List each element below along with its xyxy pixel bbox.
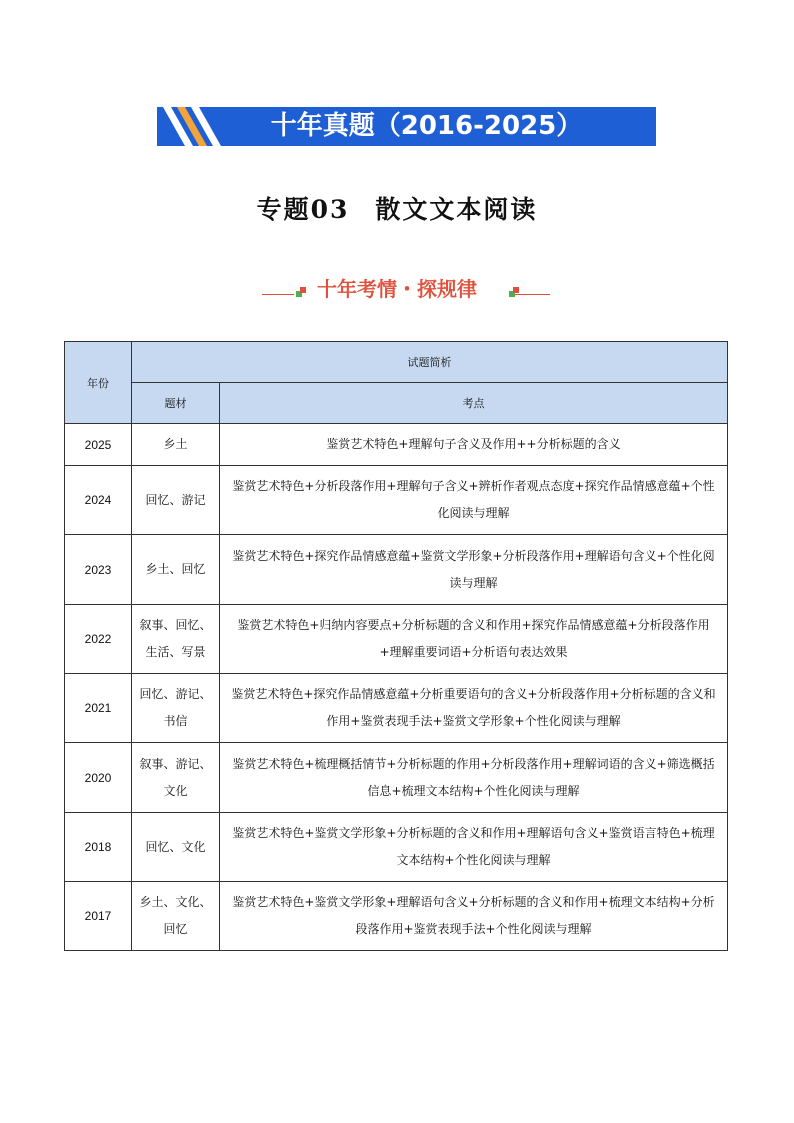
row-points: 鉴赏艺术特色+梳理概括情节+分析标题的作用+分析段落作用+理解词语的含义+筛选概括信息+梳理文本结构+个性化阅读与理解 [220, 743, 728, 813]
section-divider-right [515, 294, 550, 295]
row-year: 2024 [65, 466, 132, 535]
row-points: 鉴赏艺术特色+鉴赏文学形象+分析标题的含义和作用+理解语句含义+鉴赏语言特色+梳理文本结构+个性化阅读与理解 [220, 813, 728, 882]
header-year: 年份 [65, 342, 132, 424]
table-row [65, 535, 728, 605]
row-points: 鉴赏艺术特色+鉴赏文学形象+理解语句含义+分析标题的含义和作用+梳理文本结构+分析段落作用+鉴赏表现手法+个性化阅读与理解 [220, 882, 728, 951]
row-year: 2017 [65, 882, 132, 951]
row-theme: 乡土、回忆 [132, 535, 220, 605]
table-row [65, 674, 728, 743]
row-theme: 叙事、回忆、生活、写景 [132, 605, 220, 674]
header-analysis: 试题简析 [132, 342, 728, 383]
table-row [65, 813, 728, 882]
subject-number: 专题03 [256, 195, 350, 224]
subject-name: 散文文本阅读 [375, 195, 538, 224]
table-row [65, 605, 728, 674]
row-points: 鉴赏艺术特色+探究作品情感意蕴+鉴赏文学形象+分析段落作用+理解语句含义+个性化阅读与理解 [220, 535, 728, 605]
banner-title: 十年真题（2016-2025） [270, 111, 583, 141]
row-year: 2023 [65, 535, 132, 605]
row-year: 2020 [65, 743, 132, 813]
table-row [65, 466, 728, 535]
row-year: 2021 [65, 674, 132, 743]
subject-heading [0, 190, 794, 226]
row-points: 鉴赏艺术特色+分析段落作用+理解句子含义+辨析作者观点态度+探究作品情感意蕴+个性化阅读与理解 [220, 466, 728, 535]
section-title: 十年考情・探规律 [317, 277, 477, 301]
row-theme: 乡土、文化、回忆 [132, 882, 220, 951]
row-points: 鉴赏艺术特色+探究作品情感意蕴+分析重要语句的含义+分析段落作用+分析标题的含义和作用+鉴赏表现手法+鉴赏文学形象+个性化阅读与理解 [220, 674, 728, 743]
row-points: 鉴赏艺术特色+理解句子含义及作用++分析标题的含义 [220, 424, 728, 466]
title-banner [157, 107, 656, 146]
row-year: 2018 [65, 813, 132, 882]
row-theme: 回忆、游记、书信 [132, 674, 220, 743]
row-theme: 回忆、游记 [132, 466, 220, 535]
table-row [65, 743, 728, 813]
table-row [65, 882, 728, 951]
row-points: 鉴赏艺术特色+归纳内容要点+分析标题的含义和作用+探究作品情感意蕴+分析段落作用+理解重要词语+分析语句表达效果 [220, 605, 728, 674]
row-theme: 叙事、游记、文化 [132, 743, 220, 813]
row-year: 2022 [65, 605, 132, 674]
row-year: 2025 [65, 424, 132, 466]
row-theme: 回忆、文化 [132, 813, 220, 882]
section-header [0, 274, 794, 304]
header-points: 考点 [220, 383, 728, 424]
row-theme: 乡土 [132, 424, 220, 466]
table-row [65, 424, 728, 466]
header-theme: 题材 [132, 383, 220, 424]
square-marker-icon [513, 287, 519, 293]
exam-analysis-table [64, 341, 728, 951]
